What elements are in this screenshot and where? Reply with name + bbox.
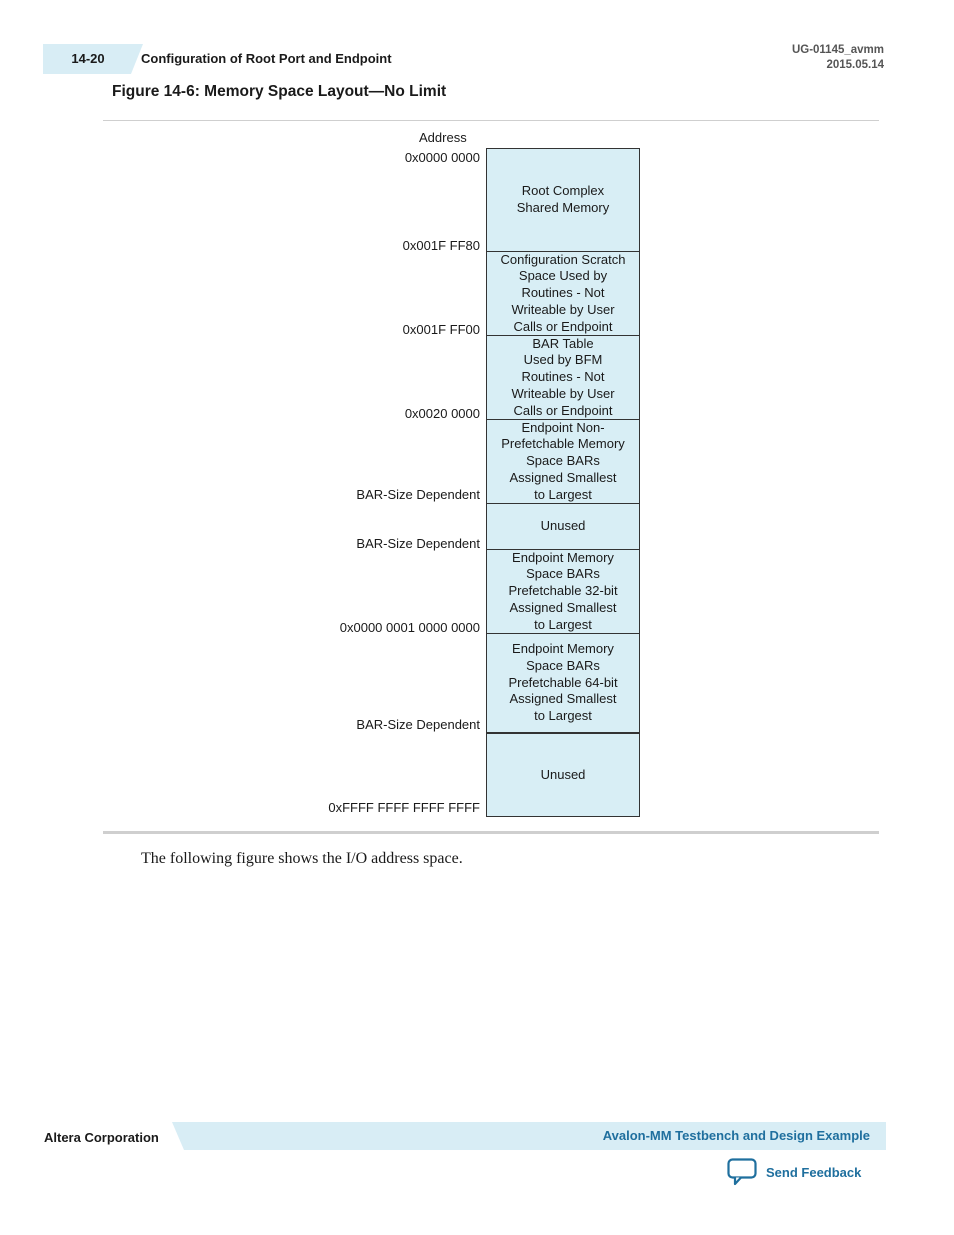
address-heading: Address [419,130,467,145]
memory-segment-config-scratch: Configuration Scratch Space Used by Routines - Not Writeable by User Calls or Endpoint [487,252,639,336]
address-label: BAR-Size Dependent [356,487,480,502]
figure-title: Figure 14-6: Memory Space Layout—No Limit [112,83,447,100]
page-number-tab [43,44,131,74]
doc-meta [792,43,884,73]
address-label: 0x001F FF80 [402,238,480,253]
memory-segment-prefetchable-64: Endpoint Memory Space BARs Prefetchable 64-bit Assigned Smallest to Largest [487,634,639,734]
address-label: 0x001F FF00 [402,322,480,337]
speech-bubble-icon [727,1158,757,1186]
footer-company: Altera Corporation [44,1130,159,1145]
address-label: BAR-Size Dependent [356,536,480,551]
memory-segment-non-prefetchable: Endpoint Non- Prefetchable Memory Space BARs Assigned Smallest to Largest [487,420,639,504]
address-label: 0x0000 0000 [404,150,480,165]
footer-doc-title[interactable]: Avalon-MM Testbench and Design Example [602,1128,870,1143]
page-number: 14-20 [71,51,105,66]
figure-top-rule [103,120,879,121]
memory-segment-prefetchable-32: Endpoint Memory Space BARs Prefetchable 32-bit Assigned Smallest to Largest [487,550,639,634]
memory-segment-unused: Unused [487,504,639,550]
memory-segment-unused: Unused [540,766,586,782]
body-paragraph: The following figure shows the I/O address space. [141,850,463,867]
doc-id: UG-01145_avmm [791,44,884,56]
memory-segment-bar-table: BAR Table Used by BFM Routines - Not Writeable by User Calls or Endpoint [487,336,639,420]
footer-band [172,1122,886,1150]
send-feedback-label: Send Feedback [766,1164,862,1180]
address-label: 0x0020 0000 [404,406,480,421]
doc-date: 2015.05.14 [826,59,884,71]
send-feedback-link[interactable] [727,1158,861,1186]
memory-map-column [486,148,640,817]
figure-bottom-rule [103,831,879,834]
address-label: 0x0000 0001 0000 0000 [339,620,480,635]
section-title: Configuration of Root Port and Endpoint [141,51,392,66]
address-label: BAR-Size Dependent [356,717,480,732]
address-label: 0xFFFF FFFF FFFF FFFF [328,800,480,815]
memory-segment-root-complex: Root Complex Shared Memory [487,149,639,252]
